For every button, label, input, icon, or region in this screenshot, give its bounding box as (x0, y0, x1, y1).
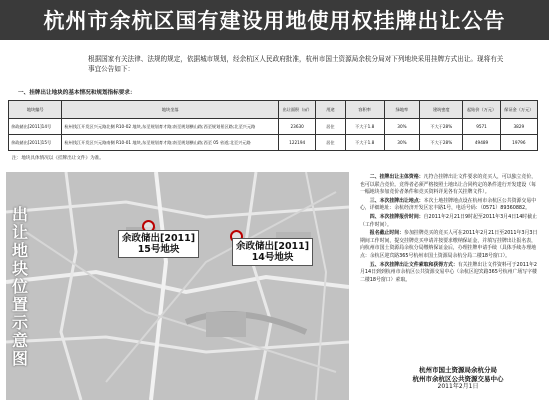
col-header: 容积率 (345, 101, 384, 119)
site15-label-line2: 15号地块 (137, 244, 180, 255)
signoff-date: 2011年2月1日 (437, 383, 479, 390)
table-cell: 23630 (279, 119, 316, 135)
location-map (6, 172, 349, 400)
section5 (360, 262, 540, 285)
section1-heading: 一、挂牌出让地块的基本情况和规划指标要求： (18, 90, 136, 96)
table-cell: 居住 (316, 119, 345, 135)
table-cell: 不大于28% (420, 119, 463, 135)
site14-label-line2: 14号地块 (251, 252, 294, 263)
registration-heading: 报名截止时间： (369, 230, 405, 237)
page-header (0, 0, 549, 40)
intro-paragraph: 根据国家有关法律、法规的规定，依据城市规划，经余杭区人民政府批准，杭州市国土资源局余杭分局对下列地块采用挂牌方式出让。现将有关事宜公告如下： (88, 55, 504, 73)
section5-body: 有关挂牌出让文件资料可于2011年2月14日到到杭州市余杭区公共资源交易中心（余杭区迎宾路365号杭州广场写字楼二楼18号窗口）索取。 (360, 261, 537, 283)
table-cell: 3829 (500, 119, 537, 135)
section3-body: 本次土地挂牌地点设在杭州市余杭区公共资源交易中心，详细地址：余杭经济开发区宏丰路1号，电话号码：（0571）89360882。 (360, 197, 537, 212)
table-cell: 居住 (316, 135, 345, 151)
table-cell: 30% (384, 135, 419, 151)
table-cell: 19796 (500, 135, 537, 151)
site15-label (118, 230, 199, 258)
section-registration (360, 230, 540, 260)
table-cell: 49489 (463, 135, 500, 151)
notice-details (360, 174, 540, 285)
table-cell: 30% (384, 119, 419, 135)
col-header: 建筑密度 (420, 101, 463, 119)
table-cell: 不大于1.8 (345, 119, 384, 135)
site14-label (232, 238, 313, 266)
site14-label-line1: 余政储出[2011] (236, 241, 310, 252)
table-cell: 杭州钱江开发区兴元路北侧 R10-02 地块,东至规划育才路;南至规划横山路;西至规划景区路;北至兴元路 (62, 119, 279, 135)
table-cell: 9571 (463, 119, 500, 135)
table-cell: 不大于28% (420, 135, 463, 151)
table-note: 注：地块具体情况以《挂牌出让文件》为准。 (12, 156, 104, 161)
site15-label-line1: 余政储出[2011] (122, 233, 196, 244)
map-roads (6, 172, 349, 400)
section2-body: 凡符合挂牌出让文件要求的竞买人，可以独立竞价，也可以联合竞价。竞得者必须严格按照土地出让合同约定的条件进行开发建设（每一幅地块参加竞价者条件和竞买资料详见各有关挂牌文件）。 (360, 174, 537, 196)
table-cell: 122194 (279, 135, 316, 151)
section4-body: 自2011年2月21日9时起至2011年3月4日14时截止（工作时间）。 (360, 213, 537, 228)
page-title: 杭州市余杭区国有建设用地使用权挂牌出让公告 (43, 9, 506, 33)
col-header: 地块坐落 (62, 101, 279, 119)
signoff-org1: 杭州市国土资源局余杭分局 (419, 366, 497, 374)
col-header: 地块编号 (9, 101, 62, 119)
section2-heading: 二、挂牌出让主体资格： (369, 174, 424, 180)
section3 (360, 198, 540, 213)
map-side-label (8, 182, 30, 392)
table-cell: 不大于1.8 (345, 135, 384, 151)
table-row (9, 119, 538, 135)
section5-heading: 五、本次挂牌出让文件索取和获得方式： (369, 261, 458, 268)
map-side-text: 出让地块位置示意图 (9, 206, 29, 368)
land-table (8, 100, 538, 151)
registration-body: 参加挂牌竞买的竞买人可在2011年2月21日至2011年3月3日期间工作时间，提交挂牌竞买申请并按要求缴纳保证金，并填写挂牌出让报名表，向杭州市国土资源局余杭分局缴纳保证金后，办理挂牌申请手续（具体手续办理地点：余杭区迎宾路365号杭州市国土资源局余杭分局二楼18号窗口）。 (360, 230, 538, 259)
col-header: 保证金（万元） (500, 101, 537, 119)
signoff (378, 366, 538, 392)
table-cell: 余政储出[2011]14号 (9, 119, 62, 135)
section4 (360, 214, 540, 229)
col-header: 起始价（万元） (463, 101, 500, 119)
section2 (360, 174, 540, 197)
col-header: 绿地率 (384, 101, 419, 119)
section4-heading: 四、本次挂牌报价时间： (369, 213, 424, 220)
col-header: 出让面积（㎡） (279, 101, 316, 119)
table-cell: 余政储出[2011]15号 (9, 135, 62, 151)
section3-heading: 三、本次挂牌出让地点： (369, 197, 424, 204)
col-header: 用途 (316, 101, 345, 119)
table-header-row (9, 101, 538, 119)
table-row (9, 135, 538, 151)
table-cell: 杭州钱江开发区兴元路南侧 R10-01 地块,东至规划育才路;南至规划横山路;西至 05 省道;北至兴元路 (62, 135, 279, 151)
signoff-org2: 杭州市余杭区公共资源交易中心 (412, 374, 504, 383)
